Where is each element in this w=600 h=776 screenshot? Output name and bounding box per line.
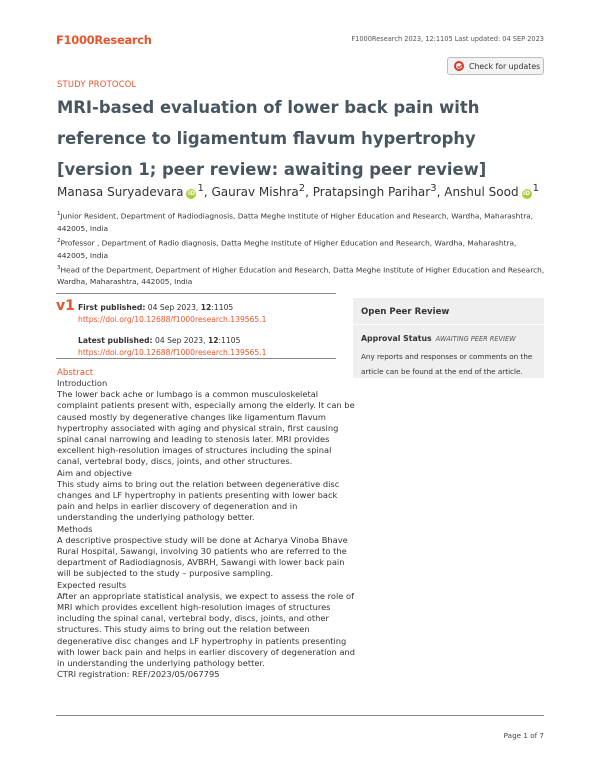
orcid-icon[interactable]: iD [523,190,531,197]
divider [56,293,336,294]
version-label: v1 [56,298,75,314]
author-name[interactable]: Anshul Sood [444,185,519,199]
abstract-paragraph: A descriptive prospective study will be done at Acharya Vinoba Bhave Rural Hospital, Sawangi, involving 30 patients who are referred to the department of Radiodiagnosis, AVBRH, Sawangi with lower back pain will be subjected to the study – purposive sampling. [57,534,348,579]
divider [56,358,336,359]
article-type: STUDY PROTOCOL [57,79,137,89]
check-updates-label: Check for updates [469,61,541,71]
first-doi-link[interactable]: https://doi.org/10.12688/f1000research.139565.1 [78,315,267,324]
affiliation: $^3$Head of the Department, Department of Higher Education and Research, Datta Meghe Institute of Higher Education and Research, Wardha, Maharashtra, 442005, India [57,264,545,287]
affiliation: $^2$Professor , Department of Radio diagnosis, Datta Meghe Institute of Higher Education and Research, Wardha, Maharashtra, 442005, India [57,237,517,260]
divider [353,324,544,325]
abstract-paragraph: After an appropriate statistical analysis, we expect to assess the role of MRI which provides excellent high-resolution images of structures including the spinal canal, vertebral body, discs, joints, and other structures. This study aims to bring out the relation between degenerative disc changes and LF hypertrophy in patients presenting with lower back pain and helps in earlier discovery of degeneration and in understanding the underlying pathology better. [57,590,356,669]
peer-review-note: Any reports and responses or comments on the article can be found at the end of the article. [361,352,533,376]
latest-doi-link[interactable]: https://doi.org/10.12688/f1000research.139565.1 [78,348,267,357]
abstract-subheading: Expected results [57,579,127,590]
article-title: MRI-based evaluation of lower back pain with reference to ligamentum flavum hypertrophy [version 1; peer review: awaiting peer review] [57,98,487,179]
abstract-subheading: Methods [57,523,93,534]
author-name[interactable]: Manasa Suryadevara [57,185,184,199]
affiliation: $^1$Junior Resident, Department of Radiodiagnosis, Datta Meghe Institute of Higher Education and Research, Wardha, Maharashtra, 442005, India [57,211,534,233]
ctri-registration: CTRI registration: REF/2023/05/067795 [57,669,220,680]
running-head: F1000Research 2023, 12:1105 Last updated: 04 SEP 2023 [351,35,544,43]
orcid-icon[interactable]: iD [187,190,195,197]
abstract-subheading: Aim and objective [57,467,132,478]
author-name[interactable]: Pratapsingh Parihar [312,185,431,199]
affiliations [57,208,547,289]
abstract-body [57,378,357,680]
check-for-updates-button[interactable] [447,57,544,75]
approval-status: Approval Status AWAITING PEER REVIEW [361,334,516,343]
footer-divider [56,715,544,716]
check-updates-icon [454,61,464,71]
open-peer-review-title: Open Peer Review [361,307,450,317]
abstract-heading: Abstract [57,368,94,378]
page-number: Page 1 of 7 [503,731,544,740]
approval-status-value: AWAITING PEER REVIEW [435,335,516,343]
abstract-paragraph: This study aims to bring out the relation between degenerative disc changes and LF hypertrophy in patients presenting with lower back pain and helps in earlier discovery of degeneration and in understanding the underlying pathology better. [57,478,340,523]
author-affiliation-sup: 2 [298,183,306,194]
author-list: Manasa Suryadevara iD $^1$, Gaurav Mishra$^2$, Pratapsingh Parihar$^3$, Anshul Sood iD $^1$ [57,183,539,199]
author-name[interactable]: Gaurav Mishra [211,185,299,199]
publication-info: First published: 04 Sep 2023, 12:1105 https://doi.org/10.12688/f1000research.139565.1 Latest published: 04 Sep 2023, 12:1105 https://doi.org/10.12688/f1000research.139565.1 [78,303,267,357]
journal-logo: F1000Research [56,33,152,47]
author-affiliation-sup: 3 [430,183,437,194]
author-affiliation-sup: 1 [197,183,204,194]
abstract-paragraph: The lower back ache or lumbago is a common musculoskeletal complaint patients present with, especially among the elderly. It can be caused mostly by degenerative changes like ligamentum flavum hypertrophy associated with aging and physical strain, first causing spinal canal narrowing and leading to stenosis later. MRI provides excellent high-resolution images of structures including the spinal canal, vertebral body, discs, joints, and other structures. [57,389,355,467]
abstract-subheading: Introduction [57,378,108,388]
author-affiliation-sup: 1 [532,183,539,194]
